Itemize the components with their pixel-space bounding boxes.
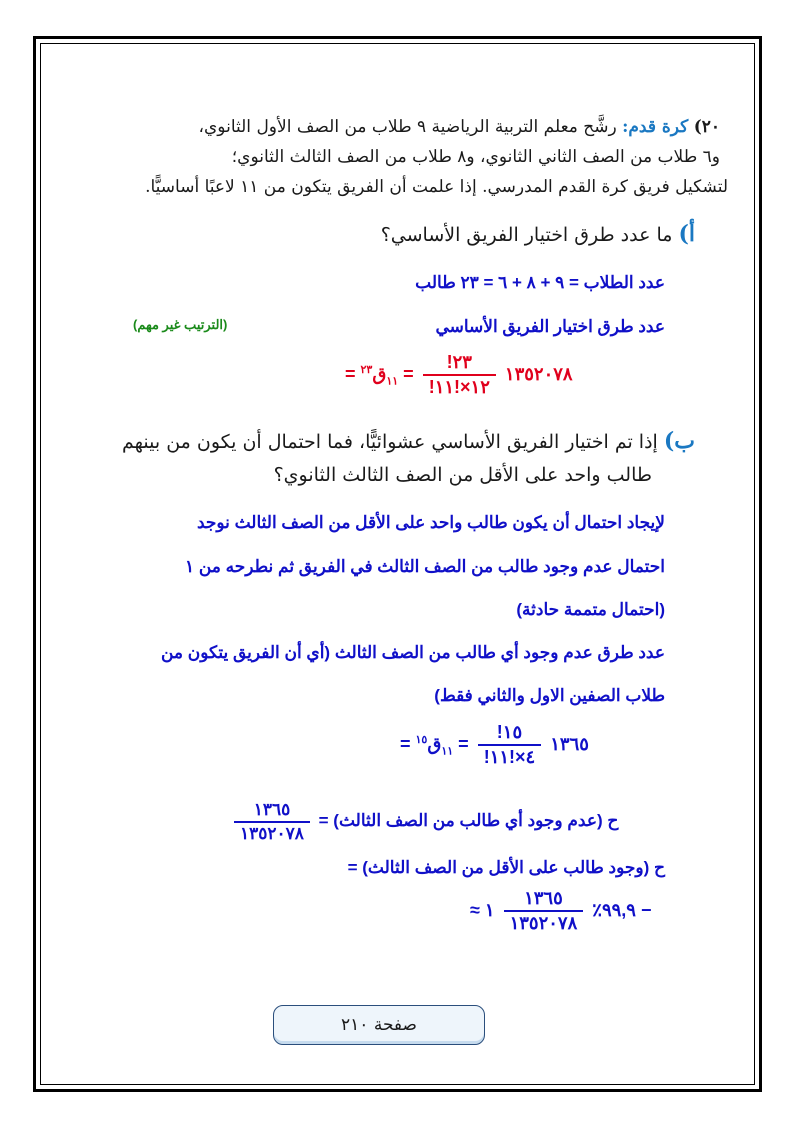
part-b-combination-result: = ١٣٦٥ $\frac{!١٥}{!٤\times!١١}$ = $_{١١}$ق$^{١٥}$: [400, 722, 589, 767]
part-b-fraction: [478, 722, 542, 768]
part-b-answer-5: طلاب الصفين الاول والثاني فقط): [434, 686, 665, 705]
page-number-box: [273, 1005, 485, 1045]
part-a-comb-n: ٢٣: [360, 363, 373, 376]
order-note: (الترتيب غير مهم): [133, 317, 228, 332]
part-a-question-text: ما عدد طرق اختيار الفريق الأساسي؟: [380, 224, 673, 246]
part-b-letter: ب): [663, 428, 695, 454]
question-line-1: [199, 117, 720, 137]
part-a-comb-r: ١١: [386, 375, 399, 388]
final-fraction: [504, 888, 584, 934]
part-b-frac-num: !١٥: [496, 722, 523, 742]
prob-atleast-label: ح (وجود طالب على الأقل من الصف الثالث) =: [347, 858, 665, 877]
question-number: ٢٠): [693, 117, 720, 137]
part-b-answer-4: عدد طرق عدم وجود أي طالب من الصف الثالث (أي أن الفريق يتكون من: [160, 643, 665, 662]
final-den: ١٣٥٢٠٧٨: [504, 910, 584, 934]
part-b-answer-3: (احتمال متممة حادثة): [516, 600, 665, 619]
part-a-frac-den: !١٢×!١١: [423, 374, 496, 398]
question-line-2: و٦ طلاب من الصف الثاني الثانوي، و٨ طلاب من الصف الثالث الثانوي؛: [231, 147, 720, 167]
question-topic: كرة قدم:: [622, 117, 689, 137]
part-b-answer-1: لإيجاد احتمال أن يكون طالب واحد على الأقل من الصف الثالث نوجد: [196, 513, 665, 532]
part-b-comb-r: ١١: [441, 745, 454, 758]
part-a-question: [381, 221, 695, 247]
part-b-frac-den: !٤×!١١: [478, 744, 542, 768]
part-b-question-1: [122, 428, 695, 454]
prob-none-den: ١٣٥٢٠٧٨: [234, 821, 310, 844]
final-one: ١ −: [484, 899, 652, 920]
final-result: ≈ ٩٩,٩٪: [470, 899, 636, 920]
prob-none-num: ١٣٦٥: [253, 800, 291, 819]
prob-none-label: ح (عدم وجود أي طالب من الصف الثالث) =: [318, 811, 619, 831]
part-a-comb: [360, 363, 399, 388]
part-b-question-2: طالب واحد على الأقل من الصف الثالث الثانوي؟: [273, 464, 652, 486]
part-a-comb-symbol: ق: [372, 363, 387, 384]
final-result-line: [470, 888, 651, 934]
students-count: عدد الطلاب = ٩ + ٨ + ٦ = ٢٣ طالب: [415, 273, 665, 292]
final-num: ١٣٦٥: [524, 888, 563, 908]
part-b-comb-n: ١٥: [415, 733, 428, 746]
part-b-answer-2: احتمال عدم وجود طالب من الصف الثالث في الفريق ثم نطرحه من ١: [184, 557, 665, 576]
page-number: صفحة ٢١٠: [341, 1015, 417, 1035]
part-a-frac-num: !٢٣: [446, 352, 472, 372]
prob-none-line: [230, 800, 618, 844]
part-a-combination-result: = ١٣٥٢٠٧٨ $\frac{!٢٣}{!١٢\times!١١}$ = $_{١١}$ق$^{٢٣}$: [345, 352, 573, 397]
part-a-letter: أ): [678, 221, 695, 247]
ways-label: عدد طرق اختيار الفريق الأساسي: [435, 317, 665, 336]
part-b-comb-symbol: ق: [427, 733, 442, 754]
part-a-fraction: [423, 352, 496, 398]
question-line-3: لتشكيل فريق كرة القدم المدرسي. إذا علمت أن الفريق يتكون من ١١ لاعبًا أساسيًّا.: [145, 177, 728, 197]
question-text-1: رشَّح معلم التربية الرياضية ٩ طلاب من الصف الأول الثانوي،: [198, 117, 617, 137]
part-b-question-text-1: إذا تم اختيار الفريق الأساسي عشوائيًّا، فما احتمال أن يكون من بينهم: [122, 431, 658, 453]
part-a-result: = ١٣٥٢٠٧٨: [345, 363, 573, 384]
part-b-result: = ١٣٦٥: [400, 733, 589, 754]
part-b-comb: [415, 733, 454, 758]
prob-none-fraction: [234, 800, 310, 844]
